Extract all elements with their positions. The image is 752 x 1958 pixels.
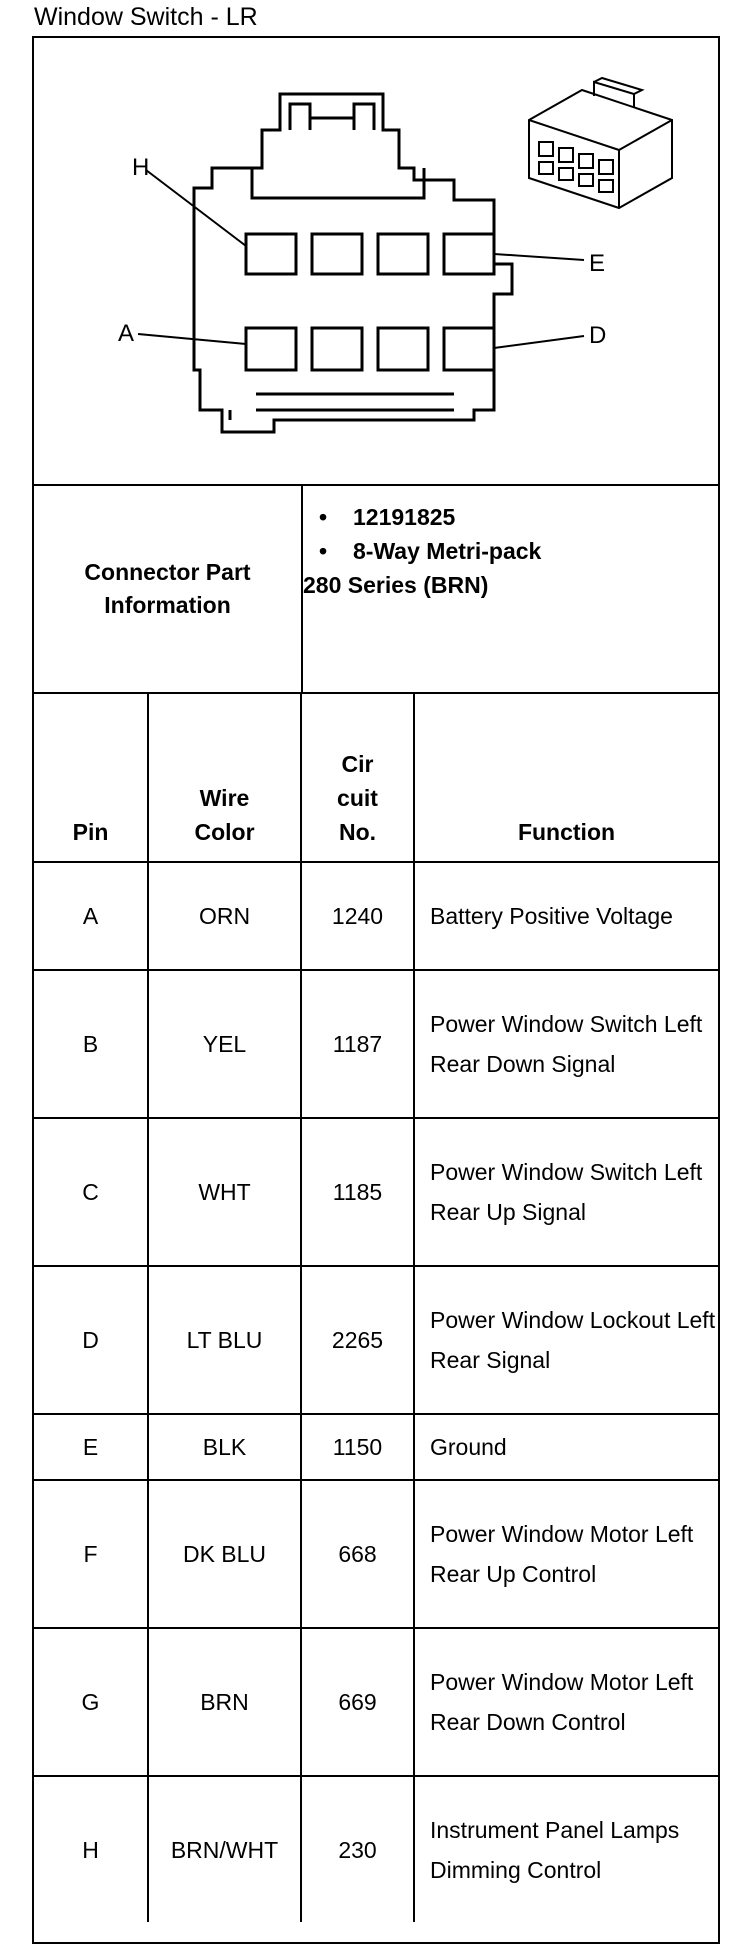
leader-line-h xyxy=(146,170,246,246)
function-cell: Power Window Lockout Left Rear Signal xyxy=(414,1266,718,1414)
table-row xyxy=(34,1414,718,1480)
circuit-cell: 1150 xyxy=(301,1414,414,1480)
connector-isometric-icon xyxy=(529,78,672,208)
table-row xyxy=(34,862,718,970)
header-wire-color: Wire Color xyxy=(148,694,301,862)
leader-line-a xyxy=(138,334,246,344)
leader-line-e xyxy=(494,254,584,260)
function-cell: Power Window Motor Left Rear Up Control xyxy=(414,1480,718,1628)
connector-sheet xyxy=(32,36,720,1944)
function-cell: Power Window Motor Left Rear Down Control xyxy=(414,1628,718,1776)
cavity-c xyxy=(378,328,428,370)
document-title: Window Switch - LR xyxy=(34,3,258,31)
header-function: Function xyxy=(414,694,718,862)
callout-h: H xyxy=(132,154,150,181)
function-cell: Ground xyxy=(414,1414,718,1480)
pin-cell: G xyxy=(34,1628,148,1776)
connector-bottom-rail xyxy=(230,394,454,420)
pin-cell: H xyxy=(34,1776,148,1922)
pin-cell: E xyxy=(34,1414,148,1480)
callout-a: A xyxy=(118,320,135,347)
wire-color-cell: BRN xyxy=(148,1628,301,1776)
pin-cell: B xyxy=(34,970,148,1118)
part-description-line1: 8-Way Metri-pack xyxy=(353,538,542,564)
connector-face-drawing xyxy=(34,38,718,484)
table-header-row xyxy=(34,694,718,862)
cavity-h xyxy=(246,234,296,274)
pin-cell: F xyxy=(34,1480,148,1628)
table-row xyxy=(34,1266,718,1414)
pin-cell: C xyxy=(34,1118,148,1266)
table-row xyxy=(34,1118,718,1266)
circuit-cell: 230 xyxy=(301,1776,414,1922)
connector-latch xyxy=(290,104,374,130)
callout-e: E xyxy=(589,250,606,277)
circuit-cell: 1240 xyxy=(301,862,414,970)
table-row xyxy=(34,1776,718,1922)
function-cell: Instrument Panel Lamps Dimming Control xyxy=(414,1776,718,1922)
wire-color-cell: BLK xyxy=(148,1414,301,1480)
function-cell: Battery Positive Voltage xyxy=(414,862,718,970)
connector-part-info-label: Connector Part Information xyxy=(34,486,303,692)
cavity-f xyxy=(378,234,428,274)
pin-cell: D xyxy=(34,1266,148,1414)
connector-body-outline xyxy=(194,94,512,432)
wire-color-cell: WHT xyxy=(148,1118,301,1266)
connector-latch-base xyxy=(252,168,424,198)
connector-part-info xyxy=(34,486,718,694)
circuit-cell: 1187 xyxy=(301,970,414,1118)
table-row xyxy=(34,1480,718,1628)
header-pin: Pin xyxy=(34,694,148,862)
pinout-table xyxy=(34,694,718,1922)
circuit-cell: 1185 xyxy=(301,1118,414,1266)
cavity-e xyxy=(444,234,494,274)
connector-diagram xyxy=(34,38,718,486)
part-number: 12191825 xyxy=(353,504,456,530)
cavity-b xyxy=(312,328,362,370)
wire-color-cell: BRN/WHT xyxy=(148,1776,301,1922)
connector-part-details xyxy=(303,500,708,602)
wire-color-cell: LT BLU xyxy=(148,1266,301,1414)
bullet: • xyxy=(319,538,328,564)
circuit-cell: 669 xyxy=(301,1628,414,1776)
function-cell: Power Window Switch Left Rear Up Signal xyxy=(414,1118,718,1266)
circuit-cell: 2265 xyxy=(301,1266,414,1414)
circuit-cell: 668 xyxy=(301,1480,414,1628)
wire-color-cell: ORN xyxy=(148,862,301,970)
callout-d: D xyxy=(589,322,607,349)
pin-cell: A xyxy=(34,862,148,970)
function-cell: Power Window Switch Left Rear Down Signal xyxy=(414,970,718,1118)
bullet: • xyxy=(319,504,328,530)
cavity-d xyxy=(444,328,494,370)
header-circuit-no: Cir cuit No. xyxy=(301,694,414,862)
leader-line-d xyxy=(494,336,584,348)
cavity-a xyxy=(246,328,296,370)
cavity-g xyxy=(312,234,362,274)
table-row xyxy=(34,970,718,1118)
table-row xyxy=(34,1628,718,1776)
wire-color-cell: DK BLU xyxy=(148,1480,301,1628)
part-description-line2: 280 Series (BRN) xyxy=(303,572,489,598)
wire-color-cell: YEL xyxy=(148,970,301,1118)
